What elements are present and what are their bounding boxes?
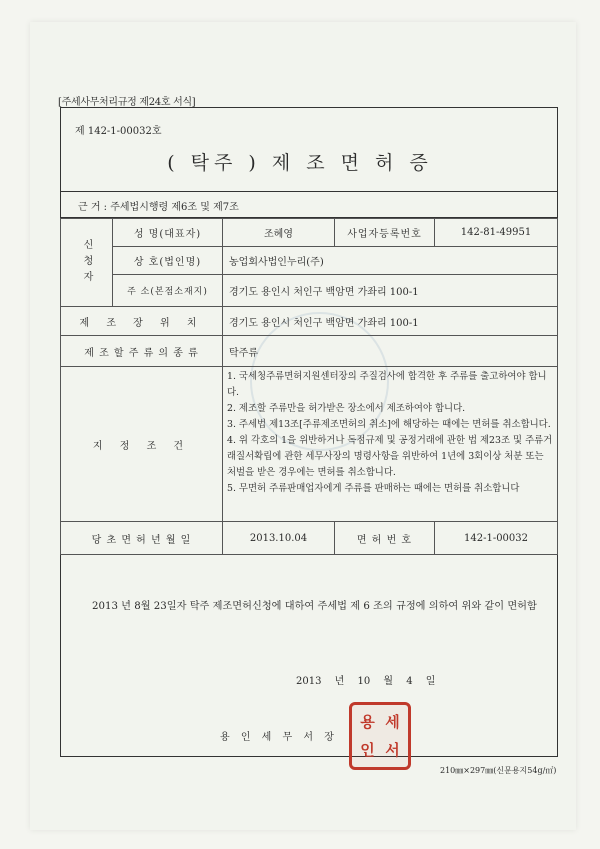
condition-item: 2. 제조할 주류만을 허가받은 장소에서 제조하여야 합니다. [227,403,466,414]
table-row [61,307,558,336]
form-code: [주세사무처리규정 제24호 서식] [58,97,196,108]
plant-location-label: 제 조 장 위 치 [61,307,223,336]
plant-location-value: 경기도 용인시 처인구 백암면 가좌리 100-1 [223,307,558,336]
license-date-label: 당 초 면 허 년 월 일 [61,522,223,555]
conditions-label: 지 정 조 건 [61,367,223,522]
applicant-section-label: 신청자 [61,219,113,307]
name-label: 성 명(대표자) [113,219,223,247]
license-no-value: 142-1-00032 [435,522,558,555]
issue-date: 2013 년 10 월 4 일 [296,676,436,687]
license-date-value: 2013.10.04 [223,522,335,555]
bizno-label: 사업자등록번호 [335,219,435,247]
legal-basis: 근 거 : 주세법시행령 제6조 및 제7조 [78,202,239,213]
page-title: ( 탁주 ) 제 조 면 허 증 [167,152,433,174]
seal-char: 용 [360,713,375,731]
condition-item: 5. 무면허 주류판매업자에게 주류를 판매하는 때에는 면허를 취소합니다 [227,483,520,494]
license-statement: 2013 년 8월 23일자 탁주 제조면허신청에 대하여 주세법 제 6 조의 규정에 의하여 위와 같이 면허함 [92,601,537,612]
table-row [61,367,558,522]
company-label: 상 호(법인명) [113,247,223,275]
address-label: 주 소(본점소재지) [113,275,223,307]
condition-item: 1. 국세청주류면허지원센터장의 주질검사에 합격한 후 주류를 출고하여야 합니다. [227,371,547,398]
bizno-value: 142-81-49951 [435,219,558,247]
table-row [61,219,558,247]
license-no-label: 면 허 번 호 [335,522,435,555]
table-row [61,336,558,367]
paper-size-note: 210㎜×297㎜(신문용지54g/㎡) [440,766,557,775]
official-seal [349,702,411,770]
table-row [61,522,558,555]
conditions-list [223,367,558,522]
issuing-office: 용 인 세 무 서 장 [220,732,338,743]
liquor-type-value: 탁주류 [223,336,558,367]
registration-number: 제 142-1-00032호 [75,126,162,137]
seal-char: 인 [360,741,375,759]
name-value: 조혜영 [223,219,335,247]
seal-char: 서 [385,741,400,759]
liquor-type-label: 제 조 할 주 류 의 종 류 [61,336,223,367]
table-row [61,247,558,275]
condition-item: 3. 주세법 제13조[주류제조면허의 취소]에 해당하는 때에는 면허를 취소합니다. [227,419,551,430]
address-value: 경기도 용인시 처인구 백암면 가좌리 100-1 [223,275,558,307]
condition-item: 4. 위 각호의 1을 위반하거나 독점규제 및 공정거래에 관한 법 제23조 및 주류거래질서확립에 관한 세무사장의 명령사항을 위반하여 1년에 3회이상 처분 또는 처벌을 받은 경우에는 면허를 취소합니다. [227,435,553,478]
table-row [61,275,558,307]
company-value: 농업회사법인누리(주) [223,247,558,275]
info-table [60,218,558,555]
seal-char: 세 [385,713,400,731]
